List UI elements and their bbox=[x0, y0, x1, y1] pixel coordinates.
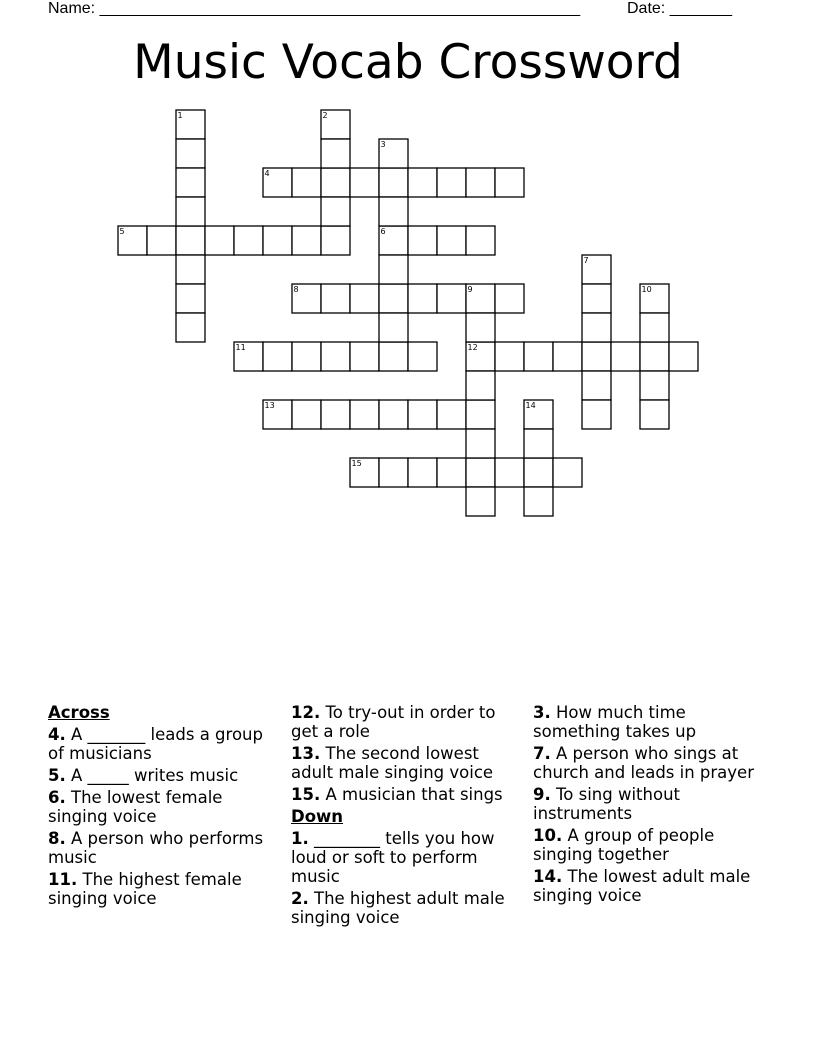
clue-number-label: 5 bbox=[119, 227, 125, 236]
grid-cell[interactable] bbox=[118, 226, 147, 255]
grid-cell[interactable] bbox=[408, 168, 437, 197]
grid-cell[interactable] bbox=[176, 139, 205, 168]
clues-column-2 bbox=[291, 703, 523, 930]
grid-cell[interactable] bbox=[524, 429, 553, 458]
clue-number-label: 6 bbox=[380, 227, 386, 236]
grid-cell[interactable] bbox=[611, 342, 640, 371]
grid-cell[interactable] bbox=[350, 400, 379, 429]
name-line[interactable]: Name: ______________________________________________________ bbox=[48, 0, 581, 17]
grid-cell[interactable] bbox=[582, 400, 611, 429]
grid-cell[interactable] bbox=[466, 429, 495, 458]
grid-cell[interactable] bbox=[495, 168, 524, 197]
grid-cell[interactable] bbox=[582, 313, 611, 342]
grid-cell[interactable] bbox=[640, 284, 669, 313]
grid-cell[interactable] bbox=[553, 458, 582, 487]
clue-down-9: 9. To sing without instruments bbox=[533, 785, 680, 823]
grid-cell[interactable] bbox=[553, 342, 582, 371]
grid-cell[interactable] bbox=[379, 284, 408, 313]
grid-cell[interactable] bbox=[234, 342, 263, 371]
grid-cell[interactable] bbox=[321, 284, 350, 313]
grid-cell[interactable] bbox=[350, 168, 379, 197]
grid-cell[interactable] bbox=[582, 371, 611, 400]
grid-cell[interactable] bbox=[292, 400, 321, 429]
grid-cell[interactable] bbox=[669, 342, 698, 371]
clue-across-11: 11. The highest female singing voice bbox=[48, 870, 242, 908]
grid-cell[interactable] bbox=[234, 226, 263, 255]
clue-number-label: 11 bbox=[235, 343, 246, 352]
clue-across-5: 5. A _____ writes music bbox=[48, 766, 239, 785]
grid-cell[interactable] bbox=[176, 110, 205, 139]
grid-cell[interactable] bbox=[524, 487, 553, 516]
clue-number-label: 2 bbox=[322, 111, 328, 120]
grid-cell[interactable] bbox=[263, 226, 292, 255]
clue-across-6: 6. The lowest female singing voice bbox=[48, 788, 223, 826]
grid-cell[interactable] bbox=[524, 342, 553, 371]
grid-cell[interactable] bbox=[292, 342, 321, 371]
grid-cell[interactable] bbox=[379, 313, 408, 342]
grid-cell[interactable] bbox=[292, 226, 321, 255]
down-heading: Down bbox=[291, 807, 344, 826]
grid-cell[interactable] bbox=[379, 458, 408, 487]
grid-cell[interactable] bbox=[263, 168, 292, 197]
grid-cell[interactable] bbox=[350, 458, 379, 487]
grid-cell[interactable] bbox=[466, 168, 495, 197]
grid-cell[interactable] bbox=[176, 313, 205, 342]
grid-cell[interactable] bbox=[379, 139, 408, 168]
grid-cell[interactable] bbox=[640, 371, 669, 400]
grid-cell[interactable] bbox=[379, 342, 408, 371]
grid-cell[interactable] bbox=[466, 400, 495, 429]
clue-down-14: 14. The lowest adult male singing voice bbox=[533, 867, 751, 905]
grid-cell[interactable] bbox=[176, 284, 205, 313]
grid-cell[interactable] bbox=[524, 458, 553, 487]
clue-down-2: 2. The highest adult male singing voice bbox=[291, 889, 505, 927]
grid-cell[interactable] bbox=[263, 400, 292, 429]
grid-cell[interactable] bbox=[379, 226, 408, 255]
grid-cell[interactable] bbox=[437, 458, 466, 487]
grid-cell[interactable] bbox=[408, 226, 437, 255]
clue-down-7: 7. A person who sings at church and leads in prayer bbox=[533, 744, 754, 782]
grid-cell[interactable] bbox=[495, 458, 524, 487]
header bbox=[48, 0, 748, 20]
grid-cell[interactable] bbox=[321, 342, 350, 371]
grid-cell[interactable] bbox=[582, 284, 611, 313]
clue-across-4: 4. A _______ leads a group of musicians bbox=[48, 725, 263, 763]
clue-number-label: 9 bbox=[467, 285, 473, 294]
grid-cell[interactable] bbox=[437, 226, 466, 255]
grid-cell[interactable] bbox=[466, 342, 495, 371]
grid-cell[interactable] bbox=[379, 168, 408, 197]
clue-number-label: 7 bbox=[583, 256, 589, 265]
grid-cell[interactable] bbox=[640, 400, 669, 429]
grid-cell[interactable] bbox=[495, 342, 524, 371]
grid-cell[interactable] bbox=[263, 342, 292, 371]
grid-cell[interactable] bbox=[408, 342, 437, 371]
grid-cell[interactable] bbox=[205, 226, 234, 255]
grid-cell[interactable] bbox=[176, 226, 205, 255]
clue-number-label: 12 bbox=[467, 343, 478, 352]
clue-across-15: 15. A musician that sings bbox=[291, 785, 503, 804]
grid-cell[interactable] bbox=[640, 313, 669, 342]
grid-cell[interactable] bbox=[466, 458, 495, 487]
grid-cell[interactable] bbox=[582, 342, 611, 371]
grid-cell[interactable] bbox=[147, 226, 176, 255]
grid-cell[interactable] bbox=[321, 139, 350, 168]
grid-cell[interactable] bbox=[466, 284, 495, 313]
grid-cell[interactable] bbox=[466, 371, 495, 400]
grid-cell[interactable] bbox=[408, 400, 437, 429]
grid-cell[interactable] bbox=[292, 284, 321, 313]
clue-number-label: 13 bbox=[264, 401, 275, 410]
date-line[interactable]: Date: _______ bbox=[627, 0, 732, 17]
grid-cell[interactable] bbox=[321, 168, 350, 197]
clue-number-label: 1 bbox=[177, 111, 183, 120]
across-heading: Across bbox=[48, 703, 110, 722]
grid-cell[interactable] bbox=[582, 255, 611, 284]
clue-number-label: 10 bbox=[641, 285, 652, 294]
grid-cell[interactable] bbox=[437, 400, 466, 429]
grid-cell[interactable] bbox=[408, 458, 437, 487]
clue-number-label: 8 bbox=[293, 285, 299, 294]
grid-cell[interactable] bbox=[437, 168, 466, 197]
grid-cell[interactable] bbox=[408, 284, 437, 313]
grid-cell[interactable] bbox=[321, 197, 350, 226]
grid-cell[interactable] bbox=[321, 110, 350, 139]
clue-down-3: 3. How much time something takes up bbox=[533, 703, 697, 741]
clue-number-label: 3 bbox=[380, 140, 386, 149]
grid-cell[interactable] bbox=[176, 168, 205, 197]
grid-cell[interactable] bbox=[524, 400, 553, 429]
clue-number-label: 14 bbox=[525, 401, 536, 410]
grid-cell[interactable] bbox=[495, 284, 524, 313]
grid-cell[interactable] bbox=[437, 284, 466, 313]
clues-column-1 bbox=[48, 703, 278, 911]
grid-cell[interactable] bbox=[379, 255, 408, 284]
grid-cell[interactable] bbox=[379, 400, 408, 429]
grid-cell[interactable] bbox=[350, 284, 379, 313]
grid-cell[interactable] bbox=[321, 400, 350, 429]
grid-cell[interactable] bbox=[321, 226, 350, 255]
clue-number-label: 15 bbox=[351, 459, 362, 468]
grid-cell[interactable] bbox=[466, 487, 495, 516]
grid-cell[interactable] bbox=[176, 197, 205, 226]
grid-cell[interactable] bbox=[379, 197, 408, 226]
clue-number-label: 4 bbox=[264, 169, 270, 178]
clue-across-8: 8. A person who performs music bbox=[48, 829, 264, 867]
clues-column-3 bbox=[533, 703, 765, 908]
grid-cell[interactable] bbox=[466, 313, 495, 342]
clue-across-12: 12. To try-out in order to get a role bbox=[291, 703, 496, 741]
grid-cell[interactable] bbox=[466, 226, 495, 255]
grid-cell[interactable] bbox=[350, 342, 379, 371]
clue-down-1: 1. ________ tells you how loud or soft to perform music bbox=[291, 829, 495, 886]
grid-cell[interactable] bbox=[292, 168, 321, 197]
grid-cell[interactable] bbox=[640, 342, 669, 371]
clue-down-10: 10. A group of people singing together bbox=[533, 826, 715, 864]
clue-across-13: 13. The second lowest adult male singing voice bbox=[291, 744, 494, 782]
page-title: Music Vocab Crossword bbox=[133, 35, 683, 90]
grid-cell[interactable] bbox=[176, 255, 205, 284]
